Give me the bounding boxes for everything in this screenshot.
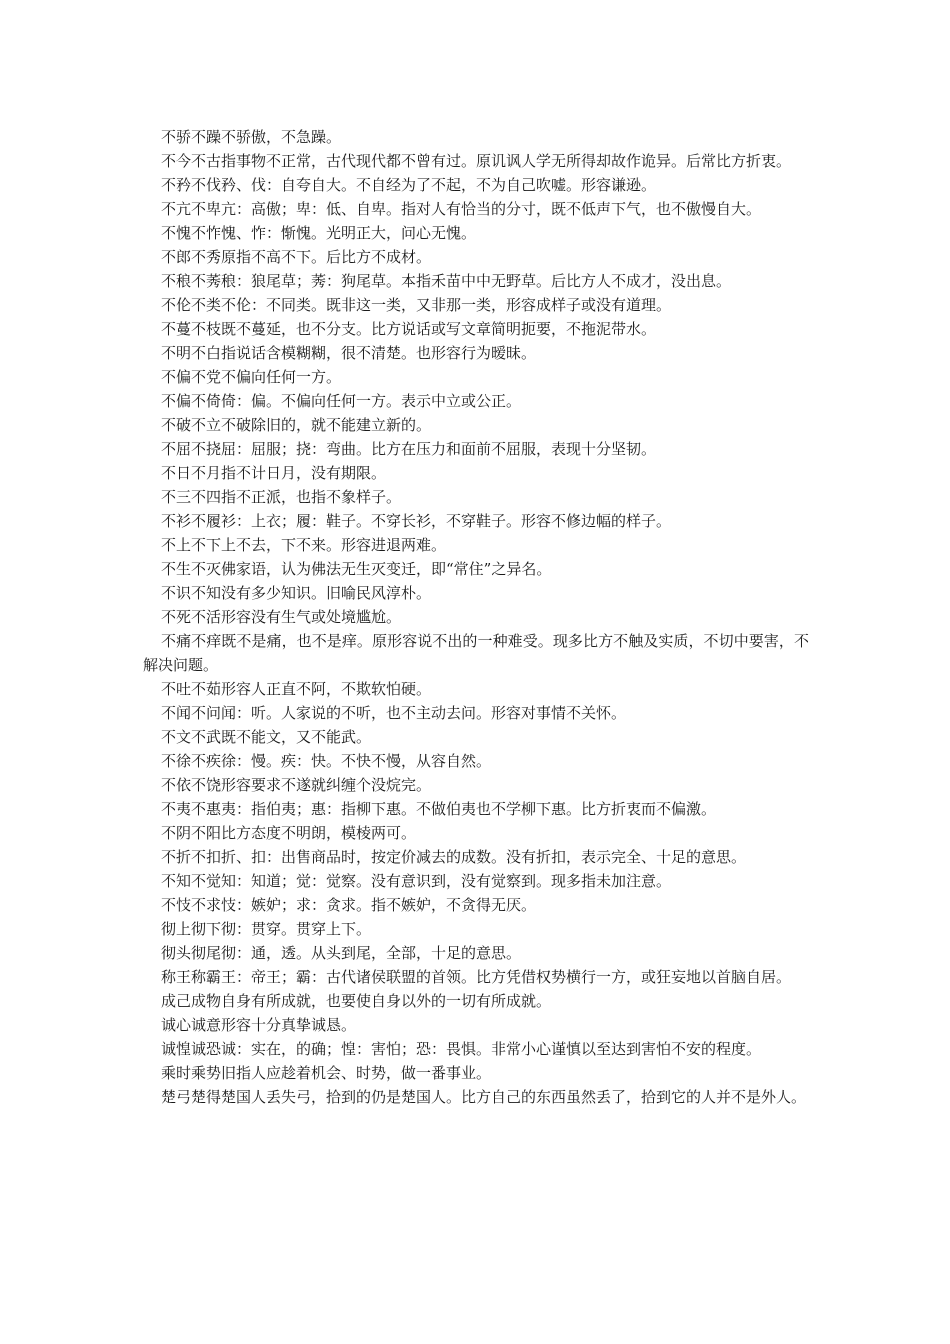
idiom-entry: 不矜不伐矜、伐：自夸自大。不自经为了不起，不为自己吹嘘。形容谦逊。 [161,176,657,194]
idiom-entry: 不破不立不破除旧的，就不能建立新的。 [161,416,432,434]
idiom-entry: 不识不知没有多少知识。旧喻民风淳朴。 [161,584,432,602]
idiom-entry: 不屈不挠屈：屈服；挠：弯曲。比方在压力和面前不屈服，表现十分坚韧。 [161,440,657,458]
idiom-entry: 不明不白指说话含模糊糊，很不清楚。也形容行为暧昧。 [161,344,537,362]
idiom-entry: 诚心诚意形容十分真挚诚恳。 [161,1016,357,1034]
idiom-entry: 不生不灭佛家语，认为佛法无生灭变迁，即“常住”之异名。 [161,560,552,578]
idiom-entry: 不日不月指不计日月，没有期限。 [161,464,387,482]
idiom-entry: 彻上彻下彻：贯穿。贯穿上下。 [161,920,372,938]
idiom-entry: 不折不扣折、扣：出售商品时，按定价减去的成数。没有折扣，表示完全、十足的意思。 [161,848,747,866]
idiom-entry: 不蔓不枝既不蔓延，也不分支。比方说话或写文章简明扼要，不拖泥带水。 [161,320,657,338]
idiom-entry: 不依不饶形容要求不遂就纠缠个没烷完。 [161,776,432,794]
idiom-entry: 不徐不疾徐：慢。疾：快。不快不慢，从容自然。 [161,752,492,770]
idiom-entry: 不三不四指不正派，也指不象样子。 [161,488,402,506]
idiom-entry: 不忮不求忮：嫉妒；求：贪求。指不嫉妒，不贪得无厌。 [161,896,537,914]
idiom-entry: 称王称霸王：帝王；霸：古代诸侯联盟的首领。比方凭借权势横行一方，或狂妄地以首脑自居。 [161,968,792,986]
idiom-entry: 不死不活形容没有生气或处境尴尬。 [161,608,402,626]
idiom-entry: 不稂不莠稂：狼尾草；莠：狗尾草。本指禾苗中中无野草。后比方人不成才，没出息。 [161,272,732,290]
document-body [143,125,809,1109]
idiom-entry: 不郎不秀原指不高不下。后比方不成材。 [161,248,432,266]
idiom-entry: 不文不武既不能文，又不能武。 [161,728,372,746]
idiom-entry: 不闻不问闻：听。人家说的不听，也不主动去问。形容对事情不关怀。 [161,704,627,722]
idiom-entry: 不衫不履衫：上衣；履：鞋子。不穿长衫，不穿鞋子。形容不修边幅的样子。 [161,512,672,530]
idiom-entry: 不愧不怍愧、怍：惭愧。光明正大，问心无愧。 [161,224,477,242]
idiom-entry: 不上不下上不去，下不来。形容进退两难。 [161,536,447,554]
idiom-entry: 不吐不茹形容人正直不阿，不欺软怕硬。 [161,680,432,698]
idiom-entry: 不骄不躁不骄傲，不急躁。 [161,128,342,146]
idiom-entry: 不今不古指事物不正常，古代现代都不曾有过。原讥讽人学无所得却故作诡异。后常比方折衷。 [161,152,792,170]
idiom-entry: 不知不觉知：知道；觉：觉察。没有意识到，没有觉察到。现多指未加注意。 [161,872,672,890]
idiom-entry: 不亢不卑亢：高傲；卑：低、自卑。指对人有恰当的分寸，既不低声下气，也不傲慢自大。 [161,200,762,218]
idiom-entry: 不偏不倚倚：偏。不偏向任何一方。表示中立或公正。 [161,392,522,410]
idiom-entry: 不偏不党不偏向任何一方。 [161,368,342,386]
idiom-entry: 彻头彻尾彻：通，透。从头到尾，全部，十足的意思。 [161,944,522,962]
idiom-entry: 乘时乘势旧指人应趁着机会、时势，做一番事业。 [161,1064,492,1082]
idiom-entry: 不伦不类不伦：不同类。既非这一类，又非那一类，形容成样子或没有道理。 [161,296,672,314]
idiom-entry: 不夷不惠夷：指伯夷；惠：指柳下惠。不做伯夷也不学柳下惠。比方折衷而不偏激。 [161,800,717,818]
idiom-entry: 成己成物自身有所成就，也要使自身以外的一切有所成就。 [161,992,552,1010]
idiom-entry: 楚弓楚得楚国人丢失弓，拾到的仍是楚国人。比方自己的东西虽然丢了，拾到它的人并不是外人。 [161,1088,807,1106]
idiom-entry: 不痛不痒既不是痛，也不是痒。原形容说不出的一种难受。现多比方不触及实质，不切中要害，不解决问题。 [143,632,809,674]
idiom-entry: 不阴不阳比方态度不明朗，模棱两可。 [161,824,417,842]
idiom-entry: 诚惶诚恐诚：实在，的确；惶：害怕；恐：畏惧。非常小心谨慎以至达到害怕不安的程度。 [161,1040,762,1058]
